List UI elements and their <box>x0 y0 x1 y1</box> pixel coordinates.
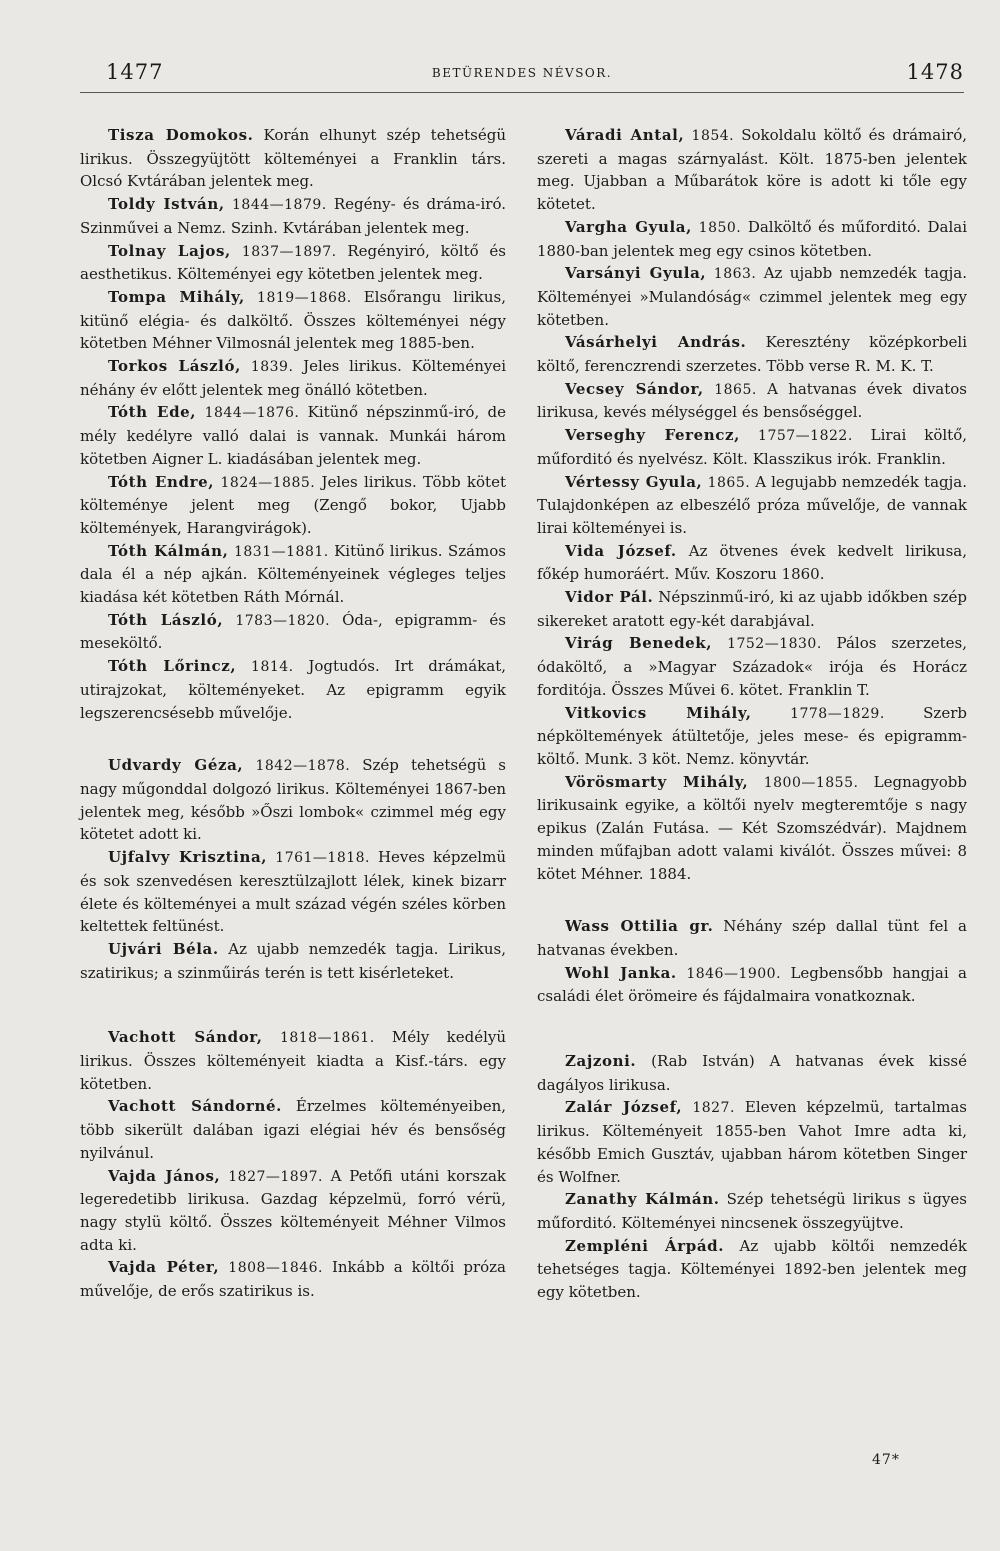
dictionary-entry <box>537 1188 967 1234</box>
entry-name: Varsányi Gyula, <box>565 264 707 283</box>
entry-name: Vidor Pál. <box>565 588 654 607</box>
dictionary-entry <box>537 702 967 771</box>
entry-name: Verseghy Ferencz, <box>565 426 740 445</box>
entry-name: Vachott Sándor, <box>108 1028 263 1047</box>
printer-signature: 47* <box>872 1452 900 1468</box>
entry-text: Dalköltő és műforditó. Dalai 1880-ban jelentek meg egy csinos kötetben. <box>537 217 967 260</box>
entry-name: Tisza Domokos. <box>108 126 254 144</box>
entry-name: Vajda Péter, <box>108 1258 220 1277</box>
entry-name: Tóth Kálmán, <box>108 541 229 560</box>
entry-text: Lirai költő, műforditó és nyelvész. Költ. Klasszikus irók. Franklin. <box>537 426 967 468</box>
entry-text: Pálos szerzetes, ódaköltő, a »Magyar Századok« irója és Horácz forditója. Összes Művei 6. kötet. Franklin T. <box>537 634 967 699</box>
dictionary-entry <box>537 586 967 632</box>
dictionary-entry <box>537 424 967 470</box>
entry-name: Tolnay Lajos, <box>108 241 231 260</box>
dictionary-entry <box>80 471 506 540</box>
entry-name: Vitkovics Mihály, <box>565 703 752 722</box>
dictionary-entry <box>80 1095 506 1164</box>
entry-text: Jeles lirikus. Több kötet költeménye jelent meg (Zengő bokor, Ujabb költemények, Harangvirágok). <box>80 472 506 537</box>
dictionary-entry <box>537 331 967 377</box>
entry-name: Tóth Lőrincz, <box>108 657 237 676</box>
dictionary-entry <box>80 240 506 286</box>
dictionary-entry <box>80 286 506 355</box>
entry-name: Váradi Antal, <box>565 126 685 144</box>
dictionary-entry <box>537 124 967 216</box>
entry-text: Az ujabb nemzedék tagja. Költeményei »Mulandóság« czimmel jelentek meg egy kötetben. <box>537 264 968 329</box>
entry-name: Ujvári Béla. <box>108 939 219 958</box>
entry-text: Kitünő népszinmű-iró, de mély kedélyre valló dalai is vannak. Munkái három kötetben Aigner L. kiadásában jelentek meg. <box>80 403 506 468</box>
dictionary-entry <box>537 915 967 961</box>
entry-name: Vargha Gyula, <box>565 217 692 236</box>
entry-text: Kitünő lirikus. Számos dala él a nép ajkán. Költeményeinek végleges teljes kiadása két kötetben Ráth Mórnál. <box>80 541 506 607</box>
entry-text: Óda-, epigramm- és meseköltő. <box>80 610 506 653</box>
entry-dates: 1827. <box>682 1100 735 1117</box>
entry-text: Jogtudós. Irt drámákat, utirajzokat, költeményeket. Az epigramm egyik legszerencsésebb művelője. <box>80 657 506 722</box>
entry-dates: 1824—1885. <box>214 474 316 491</box>
entry-dates: 1844—1876. <box>196 405 300 422</box>
running-title: BETÜRENDES NÉVSOR. <box>431 66 613 80</box>
entry-text: Szerb népköltemények átültetője, jeles mese- és epigramm-költő. Munk. 3 köt. Nemz. könyvtár. <box>537 703 967 768</box>
right-column <box>537 124 967 1304</box>
entry-dates: 1850. <box>691 219 742 236</box>
entry-dates: 1854. <box>684 128 735 144</box>
dictionary-entry <box>80 938 506 984</box>
entry-text: Népszinmű-iró, ki az ujabb időkben szép sikereket aratott egy-két darabjával. <box>537 588 968 630</box>
dictionary-entry <box>80 1026 506 1095</box>
entry-name: Tompa Mihály, <box>108 287 245 306</box>
dictionary-entry <box>80 355 506 401</box>
dictionary-entry <box>80 655 506 724</box>
entry-name: Udvardy Géza, <box>108 756 244 775</box>
dictionary-entry <box>537 471 967 540</box>
dictionary-entry <box>537 962 967 1008</box>
entry-text: Legbensőbb hangjai a családi élet örömeire és fájdalmaira vonatkoznak. <box>537 963 967 1006</box>
entry-dates: 1846—1900. <box>676 965 782 982</box>
entry-name: Toldy István, <box>108 195 225 214</box>
entry-text: Jeles lirikus. Költeményei néhány év előtt jelentek meg önálló kötetben. <box>80 357 507 399</box>
entry-text: A Petőfi utáni korszak legeredetibb lirikusa. Gazdag képzelmü, forró vérü, nagy stylü költő. Összes költeményeit Méhner Vilmos adta ki. <box>80 1166 506 1254</box>
entry-text: Sokoldalu költő és drámairó, szereti a magas szárnyalást. Költ. 1875-ben jelentek meg. Ujabban a Műbarátok köre is adott ki tőle egy kötetet. <box>537 126 967 214</box>
entry-name: Ujfalvy Krisztina, <box>108 848 268 867</box>
entry-text: A hatvanas évek divatos lirikusa, kevés mélységgel és bensőséggel. <box>537 379 967 422</box>
entry-text: Legnagyobb lirikusaink egyike, a költői nyelv megteremtője s nagy epikus (Zalán Futása. — Két Szomszédvár). Majdnem minden műfajban adott valami kiválót. Összes művei: 8 kötet Méhner. 1884. <box>537 772 967 883</box>
entry-name: Zanathy Kálmán. <box>565 1190 720 1209</box>
dictionary-entry <box>80 124 506 193</box>
dictionary-entry <box>80 540 506 609</box>
entry-dates: 1839. <box>240 359 294 376</box>
entry-text: Szép tehetségü lirikus s ügyes műforditó. Költeményei nincsenek összegyüjtve. <box>537 1190 967 1232</box>
entry-dates: 1757—1822. <box>739 428 853 445</box>
entry-name: Tóth Ede, <box>108 403 197 422</box>
entry-dates: 1783—1820. <box>223 612 331 629</box>
entry-text: Korán elhunyt szép tehetségü lirikus. Összegyüjtött költeményei a Franklin társ. Olcsó Kvtárában jelentek meg. <box>80 126 506 191</box>
entry-name: Torkos László, <box>108 357 241 376</box>
dictionary-entry <box>537 540 967 586</box>
dictionary-entry <box>80 1256 506 1302</box>
right-page-number: 1478 <box>906 60 964 84</box>
entry-dates: 1778—1829. <box>751 705 885 722</box>
dictionary-entry <box>80 193 506 239</box>
dictionary-entry <box>80 401 506 470</box>
entry-text: Regényiró, költő és aesthetikus. Költeményei egy kötetben jelentek meg. <box>80 241 506 284</box>
dictionary-entry <box>80 609 506 655</box>
entry-text: Keresztény középkorbeli költő, ferenczrendi szerzetes. Több verse R. M. K. T. <box>537 333 967 376</box>
entry-name: Vásárhelyi András. <box>565 333 747 352</box>
entry-dates: 1865. <box>702 474 751 491</box>
dictionary-entry <box>80 1165 506 1257</box>
header-rule <box>80 92 964 93</box>
entry-dates: 1818—1861. <box>262 1030 375 1047</box>
entry-name: Vecsey Sándor, <box>565 379 704 398</box>
entry-text: Érzelmes költeményeiben, több sikerült dalában igazi elégiai hév és bensőség nyilvánul. <box>80 1097 506 1162</box>
entry-text: Az ujabb költői nemzedék tehetséges tagja. Költeményei 1892-ben jelentek meg egy kötetben. <box>537 1236 967 1302</box>
entry-name: Zalár József, <box>565 1098 683 1117</box>
entry-dates: 1837—1897. <box>230 243 337 260</box>
entry-dates: 1827—1897. <box>220 1168 323 1185</box>
entry-name: Vértessy Gyula, <box>565 472 703 491</box>
dictionary-entry <box>537 771 967 886</box>
entry-text: A legujabb nemzedék tagja. Tulajdonképen az elbeszélő próza művelője, de vannak lirai költeményei is. <box>537 472 967 537</box>
dictionary-entry <box>80 754 506 846</box>
entry-text: Az ujabb nemzedék tagja. Lirikus, szatirikus; a szinműirás terén is tett kisérleteket. <box>80 939 506 982</box>
entry-text: Eleven képzelmü, tartalmas lirikus. Költeményeit 1855-ben Vahot Imre adta ki, később Emich Gusztáv, ujabban három kötetben Singer és Wolfner. <box>537 1098 968 1186</box>
entry-name: Vachott Sándorné. <box>108 1097 282 1116</box>
entry-text: Inkább a költői próza művelője, de erős szatirikus is. <box>80 1258 506 1301</box>
entry-dates: 1814. <box>236 659 294 676</box>
dictionary-entry <box>80 846 506 938</box>
entry-name: Virág Benedek, <box>565 634 713 653</box>
entry-name: Tóth Endre, <box>108 472 215 491</box>
entry-text: Heves képzelmü és sok szenvedésen keresztülzajlott lélek, kinek bizarr élete és költeményei a mult század végén széles körben keltettek feltünést. <box>80 848 506 936</box>
entry-name: Wohl Janka. <box>565 963 677 982</box>
dictionary-entry <box>537 1235 967 1304</box>
entry-dates: 1842—1878. <box>243 758 351 775</box>
entry-name: Vörösmarty Mihály, <box>565 772 749 791</box>
dictionary-entry <box>537 262 967 331</box>
entry-name: Tóth László, <box>108 610 224 629</box>
dictionary-entry <box>537 216 967 262</box>
entry-text: (Rab István) A hatvanas évek kissé dagályos lirikusa. <box>537 1052 967 1094</box>
entry-text: Szép tehetségü s nagy műgonddal dolgozó lirikus. Költeményei 1867-ben jelentek meg, később »Őszi lombok« czimmel még egy kötetet adott ki. <box>80 756 506 844</box>
entry-dates: 1844—1879. <box>224 197 327 214</box>
entry-text: Regény- és dráma-iró. Szinművei a Nemz. Szinh. Kvtárában jelentek meg. <box>80 195 506 237</box>
entry-text: Néhány szép dallal tünt fel a hatvanas években. <box>537 917 968 959</box>
entry-text: Az ötvenes évek kedvelt lirikusa, főkép humoráért. Műv. Koszoru 1860. <box>537 541 967 584</box>
entry-text: Mély kedélyü lirikus. Összes költeményeit kiadta a Kisf.-társ. egy kötetben. <box>80 1028 506 1093</box>
entry-dates: 1761—1818. <box>267 850 370 867</box>
entry-name: Zempléni Árpád. <box>565 1236 725 1255</box>
entry-dates: 1800—1855. <box>748 774 859 791</box>
page-header <box>80 52 964 92</box>
entry-text: Elsőrangu lirikus, kitünő elégia- és dalköltő. Összes költeményei négy kötetben Méhner Vilmosnál jelentek meg 1885-ben. <box>80 287 506 353</box>
entry-dates: 1819—1868. <box>244 289 352 306</box>
dictionary-entry <box>537 1096 967 1188</box>
entry-dates: 1863. <box>706 266 757 283</box>
entry-name: Zajzoni. <box>565 1052 637 1071</box>
entry-dates: 1865. <box>703 381 757 398</box>
dictionary-entry <box>537 1050 967 1096</box>
entry-dates: 1752—1830. <box>712 636 822 653</box>
dictionary-entry <box>537 632 967 701</box>
left-column <box>80 124 506 1303</box>
dictionary-entry <box>537 378 967 424</box>
left-page-number: 1477 <box>106 60 164 84</box>
entry-name: Vajda János, <box>108 1166 221 1185</box>
entry-name: Wass Ottilia gr. <box>565 917 714 936</box>
entry-dates: 1808—1846. <box>219 1260 323 1277</box>
entry-dates: 1831—1881. <box>228 543 329 560</box>
entry-name: Vida József. <box>565 541 677 560</box>
